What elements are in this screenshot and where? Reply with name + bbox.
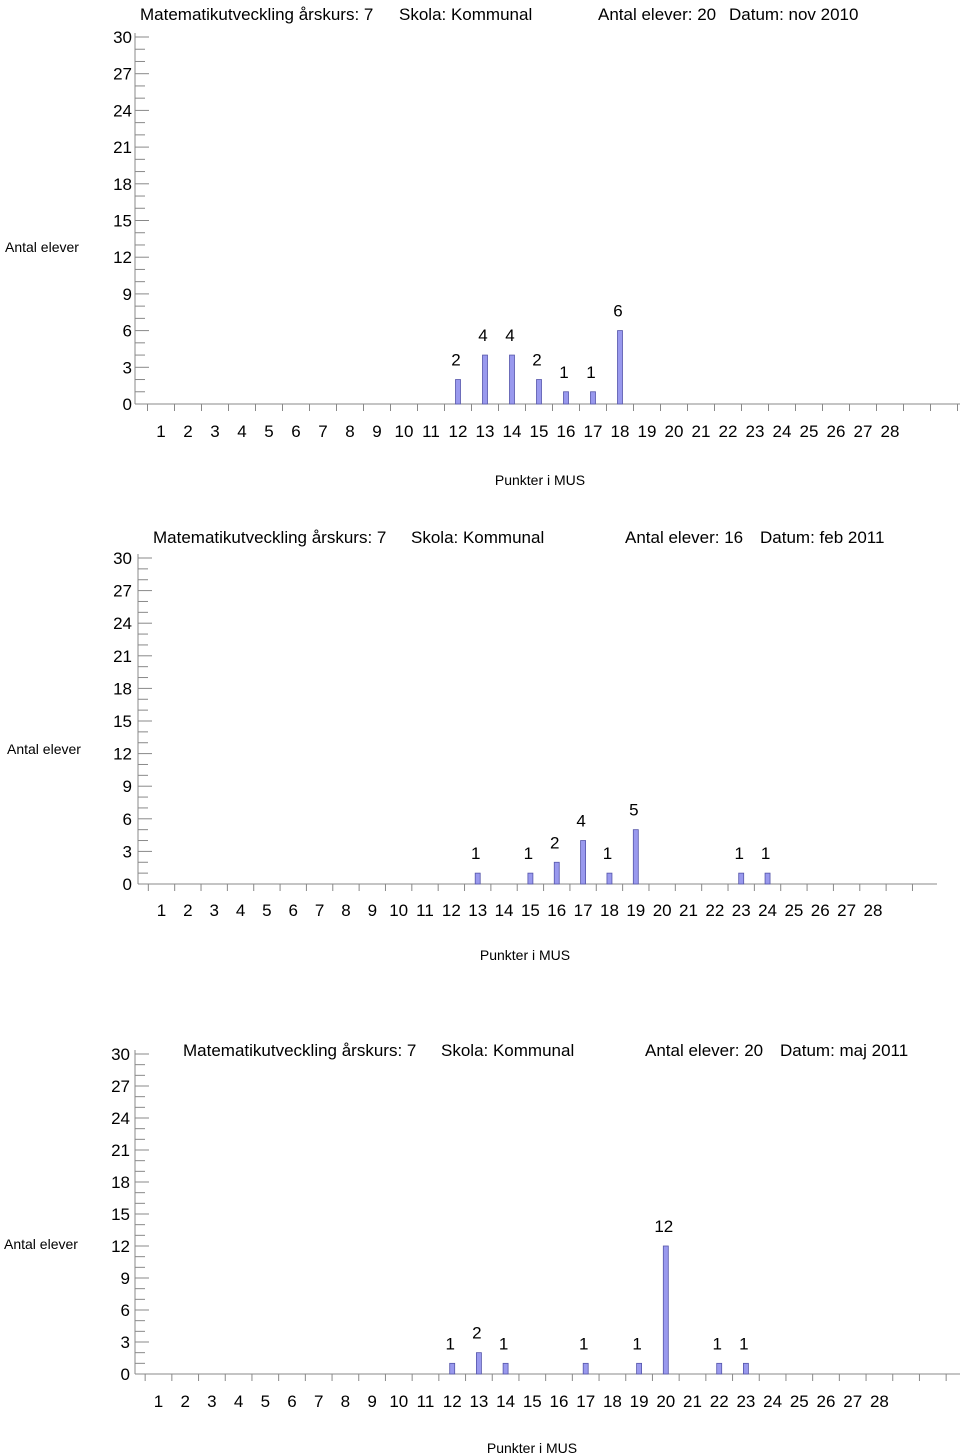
bar-data-label: 1 bbox=[578, 1334, 589, 1354]
x-tick-label: 7 bbox=[318, 422, 328, 441]
x-tick-label: 25 bbox=[799, 422, 819, 441]
bar bbox=[528, 873, 533, 884]
y-tick-label: 9 bbox=[120, 1269, 130, 1288]
x-tick-label: 10 bbox=[389, 901, 409, 920]
bar bbox=[475, 873, 480, 884]
x-tick-label: 9 bbox=[367, 1392, 377, 1411]
bar-data-label: 5 bbox=[629, 800, 639, 820]
bar bbox=[663, 1246, 668, 1374]
x-tick-label: 4 bbox=[235, 901, 246, 920]
x-tick-label: 19 bbox=[637, 422, 657, 441]
x-tick-label: 10 bbox=[394, 422, 414, 441]
y-tick-label: 18 bbox=[111, 1173, 130, 1192]
y-tick-label: 0 bbox=[120, 1365, 130, 1384]
x-tick-label: 8 bbox=[340, 1392, 351, 1411]
x-tick-label: 18 bbox=[610, 422, 630, 441]
y-tick-label: 21 bbox=[113, 138, 132, 158]
bar bbox=[717, 1363, 722, 1374]
y-tick-label: 0 bbox=[122, 395, 132, 414]
y-tick-label: 3 bbox=[122, 842, 132, 862]
bar bbox=[564, 392, 569, 404]
school-label: Skola: Kommunal bbox=[411, 528, 545, 547]
bar-data-label: 4 bbox=[478, 326, 488, 346]
x-tick-label: 26 bbox=[810, 901, 830, 920]
bar-data-label: 1 bbox=[734, 844, 744, 864]
x-tick-label: 24 bbox=[758, 901, 778, 920]
bar-data-label: 4 bbox=[505, 326, 515, 346]
y-tick-label: 9 bbox=[122, 777, 132, 797]
x-tick-label: 4 bbox=[233, 1392, 244, 1411]
x-tick-label: 19 bbox=[629, 1392, 649, 1411]
y-tick-label: 21 bbox=[113, 646, 132, 666]
bar-data-label: 4 bbox=[576, 811, 586, 831]
x-tick-label: 17 bbox=[573, 901, 593, 920]
x-tick-label: 21 bbox=[683, 1392, 702, 1411]
x-tick-label: 13 bbox=[468, 901, 488, 920]
y-tick-label: 0 bbox=[122, 875, 132, 894]
x-tick-label: 8 bbox=[345, 422, 355, 441]
y-tick-label: 21 bbox=[111, 1141, 130, 1160]
x-tick-label: 22 bbox=[705, 901, 725, 920]
y-tick-label: 12 bbox=[111, 1237, 130, 1256]
bar bbox=[554, 862, 559, 884]
bar-data-label: 1 bbox=[602, 844, 613, 864]
x-tick-label: 13 bbox=[475, 422, 495, 441]
x-tick-label: 1 bbox=[156, 901, 167, 920]
y-tick-label: 9 bbox=[122, 284, 132, 304]
bar-data-label: 1 bbox=[712, 1334, 722, 1354]
x-tick-label: 24 bbox=[763, 1392, 783, 1411]
x-tick-label: 20 bbox=[652, 901, 672, 920]
y-tick-label: 27 bbox=[113, 581, 132, 601]
x-tick-label: 27 bbox=[837, 901, 857, 920]
y-tick-label: 15 bbox=[111, 1205, 130, 1224]
chart-title: Matematikutveckling årskurs: 7 bbox=[153, 528, 387, 547]
bar-data-label: 6 bbox=[613, 301, 623, 321]
x-tick-label: 10 bbox=[389, 1392, 409, 1411]
x-tick-label: 5 bbox=[262, 901, 272, 920]
x-tick-label: 17 bbox=[576, 1392, 596, 1411]
chart-panel-feb-2011 bbox=[0, 500, 960, 980]
bar-data-label: 1 bbox=[470, 844, 481, 864]
school-label: Skola: Kommunal bbox=[441, 1041, 575, 1060]
date-label: Datum: maj 2011 bbox=[780, 1041, 909, 1060]
histogram-chart bbox=[0, 980, 960, 1455]
y-tick-label: 3 bbox=[122, 358, 132, 378]
x-tick-label: 26 bbox=[816, 1392, 836, 1411]
bar bbox=[591, 392, 596, 404]
x-tick-label: 12 bbox=[442, 1392, 462, 1411]
bar bbox=[476, 1353, 481, 1374]
date-label: Datum: nov 2010 bbox=[729, 5, 859, 24]
y-tick-label: 15 bbox=[113, 211, 132, 231]
x-axis-title: Punkter i MUS bbox=[494, 472, 586, 488]
y-tick-label: 15 bbox=[113, 712, 132, 731]
bar-data-label: 1 bbox=[445, 1334, 455, 1354]
x-tick-label: 14 bbox=[496, 1392, 516, 1411]
y-tick-label: 3 bbox=[120, 1333, 130, 1352]
bar-data-label: 1 bbox=[739, 1334, 749, 1354]
y-axis-title: Antal elever bbox=[7, 741, 81, 757]
bar-data-label: 1 bbox=[498, 1334, 509, 1354]
x-tick-label: 28 bbox=[863, 901, 883, 920]
x-tick-label: 11 bbox=[416, 901, 434, 920]
x-tick-label: 7 bbox=[314, 901, 325, 920]
bar-data-label: 2 bbox=[532, 350, 542, 370]
chart-panel-nov-2010 bbox=[0, 0, 960, 500]
chart-title: Matematikutveckling årskurs: 7 bbox=[140, 5, 374, 24]
bar bbox=[537, 380, 542, 404]
y-tick-label: 6 bbox=[122, 809, 132, 829]
x-tick-label: 1 bbox=[156, 422, 166, 441]
bar bbox=[450, 1363, 455, 1374]
x-tick-label: 13 bbox=[469, 1392, 489, 1411]
x-tick-label: 25 bbox=[789, 1392, 809, 1411]
x-tick-label: 28 bbox=[880, 422, 900, 441]
bar bbox=[607, 873, 612, 884]
x-tick-label: 6 bbox=[288, 901, 298, 920]
bar bbox=[637, 1363, 642, 1374]
histogram-chart bbox=[0, 500, 960, 980]
student-count-label: Antal elever: 20 bbox=[598, 5, 717, 24]
bar bbox=[483, 355, 488, 404]
histogram-chart bbox=[0, 0, 960, 500]
bar bbox=[583, 1363, 588, 1374]
y-tick-label: 27 bbox=[111, 1077, 130, 1096]
bar bbox=[456, 380, 461, 404]
date-label: Datum: feb 2011 bbox=[760, 528, 885, 547]
x-tick-label: 28 bbox=[869, 1392, 889, 1411]
y-tick-label: 24 bbox=[113, 101, 132, 121]
x-axis-title: Punkter i MUS bbox=[479, 947, 571, 963]
y-tick-label: 18 bbox=[113, 679, 132, 699]
y-tick-label: 6 bbox=[120, 1301, 130, 1320]
x-tick-label: 16 bbox=[547, 901, 567, 920]
bar-data-label: 12 bbox=[654, 1217, 674, 1236]
bar bbox=[581, 841, 586, 884]
x-tick-label: 9 bbox=[367, 901, 378, 920]
x-tick-label: 3 bbox=[210, 422, 220, 441]
x-tick-label: 2 bbox=[180, 1392, 190, 1411]
bar bbox=[510, 355, 515, 404]
bar bbox=[618, 331, 623, 404]
bar-data-label: 1 bbox=[760, 844, 771, 864]
x-tick-label: 19 bbox=[626, 901, 646, 920]
y-tick-label: 18 bbox=[113, 174, 132, 194]
x-tick-label: 2 bbox=[183, 901, 193, 920]
bar bbox=[743, 1363, 748, 1374]
x-tick-label: 9 bbox=[372, 422, 382, 441]
x-tick-label: 14 bbox=[502, 422, 522, 441]
bar-data-label: 2 bbox=[451, 350, 461, 370]
x-tick-label: 21 bbox=[691, 422, 711, 441]
x-tick-label: 18 bbox=[599, 901, 619, 920]
school-label: Skola: Kommunal bbox=[399, 5, 533, 24]
bar bbox=[633, 830, 638, 884]
y-tick-label: 27 bbox=[113, 64, 132, 84]
bar bbox=[739, 873, 744, 884]
x-tick-label: 21 bbox=[679, 901, 698, 920]
x-tick-label: 8 bbox=[341, 901, 351, 920]
y-axis-title: Antal elever bbox=[5, 239, 79, 255]
x-tick-label: 12 bbox=[441, 901, 461, 920]
x-tick-label: 22 bbox=[709, 1392, 729, 1411]
chart-title: Matematikutveckling årskurs: 7 bbox=[183, 1041, 417, 1060]
x-tick-label: 15 bbox=[529, 422, 549, 441]
x-tick-label: 11 bbox=[416, 1392, 435, 1411]
x-tick-label: 23 bbox=[745, 422, 765, 441]
x-tick-label: 15 bbox=[520, 901, 540, 920]
bar-data-label: 2 bbox=[550, 833, 560, 853]
bar bbox=[765, 873, 770, 884]
y-tick-label: 30 bbox=[113, 28, 132, 47]
x-tick-label: 26 bbox=[826, 422, 846, 441]
x-tick-label: 20 bbox=[656, 1392, 676, 1411]
x-tick-label: 15 bbox=[522, 1392, 542, 1411]
x-tick-label: 22 bbox=[718, 422, 738, 441]
bar bbox=[503, 1363, 508, 1374]
x-tick-label: 16 bbox=[549, 1392, 569, 1411]
x-tick-label: 25 bbox=[784, 901, 804, 920]
x-tick-label: 7 bbox=[313, 1392, 324, 1411]
y-tick-label: 30 bbox=[113, 549, 132, 568]
x-tick-label: 18 bbox=[602, 1392, 622, 1411]
x-tick-label: 23 bbox=[736, 1392, 756, 1411]
x-axis-title: Punkter i MUS bbox=[486, 1440, 578, 1455]
bar-data-label: 1 bbox=[632, 1334, 642, 1354]
x-tick-label: 27 bbox=[853, 422, 873, 441]
x-tick-label: 12 bbox=[448, 422, 468, 441]
x-tick-label: 16 bbox=[556, 422, 576, 441]
x-tick-label: 3 bbox=[207, 1392, 217, 1411]
y-tick-label: 30 bbox=[111, 1045, 130, 1064]
bar-data-label: 1 bbox=[559, 362, 569, 382]
x-tick-label: 6 bbox=[291, 422, 301, 441]
x-tick-label: 2 bbox=[183, 422, 193, 441]
y-tick-label: 6 bbox=[122, 321, 132, 341]
y-tick-label: 12 bbox=[113, 744, 132, 764]
x-tick-label: 5 bbox=[260, 1392, 271, 1411]
student-count-label: Antal elever: 16 bbox=[625, 528, 744, 547]
x-tick-label: 23 bbox=[731, 901, 751, 920]
chart-panel-maj-2011 bbox=[0, 980, 960, 1455]
x-tick-label: 17 bbox=[583, 422, 603, 441]
bar-data-label: 1 bbox=[586, 362, 596, 382]
y-tick-label: 24 bbox=[113, 614, 132, 634]
bar-data-label: 2 bbox=[472, 1323, 482, 1343]
x-tick-label: 3 bbox=[209, 901, 219, 920]
y-tick-label: 24 bbox=[111, 1109, 130, 1128]
x-tick-label: 20 bbox=[664, 422, 684, 441]
x-tick-label: 6 bbox=[287, 1392, 297, 1411]
x-tick-label: 11 bbox=[422, 422, 440, 441]
student-count-label: Antal elever: 20 bbox=[645, 1041, 764, 1060]
x-tick-label: 24 bbox=[772, 422, 792, 441]
x-tick-label: 4 bbox=[237, 422, 247, 441]
y-tick-label: 12 bbox=[113, 248, 132, 268]
bar-data-label: 1 bbox=[523, 844, 534, 864]
x-tick-label: 5 bbox=[264, 422, 274, 441]
x-tick-label: 14 bbox=[494, 901, 514, 920]
x-tick-label: 1 bbox=[153, 1392, 164, 1411]
x-tick-label: 27 bbox=[843, 1392, 863, 1411]
y-axis-title: Antal elever bbox=[4, 1236, 78, 1252]
